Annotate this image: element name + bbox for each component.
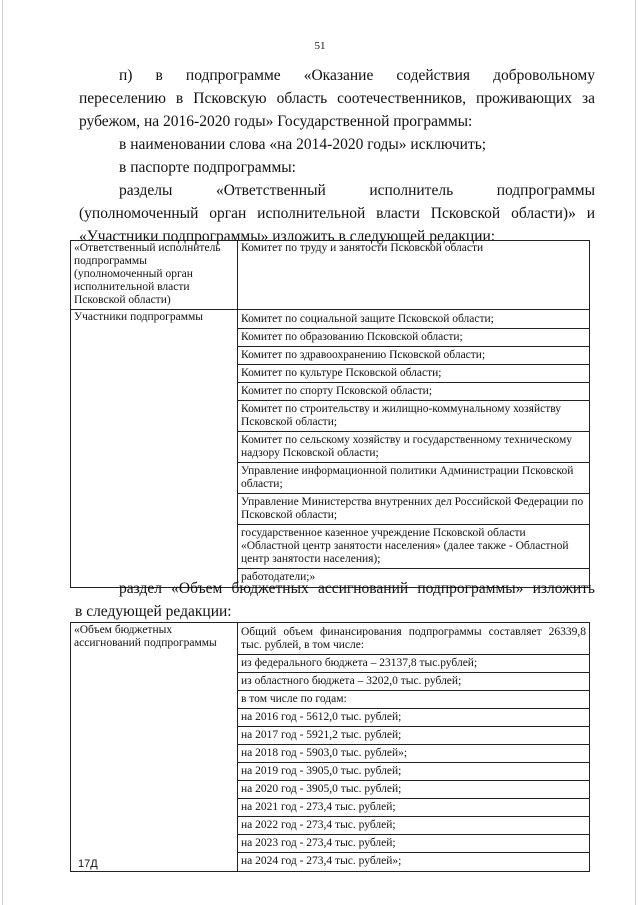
list-item: Комитет по образованию Псковской области; [238,329,589,347]
list-item: на 2018 год - 5903,0 тыс. рублей»; [238,745,589,763]
list-item: в том числе по годам: [238,691,589,709]
list-item: на 2020 год - 3905,0 тыс. рублей; [238,781,589,799]
participants-table [70,240,590,588]
sections-line-2: (уполномоченный орган исполнительной власти Псковской области)» и [79,205,595,222]
list-item: Комитет по спорту Псковской области; [238,383,589,401]
table-row [71,623,590,872]
intro-line-1: п) в подпрограмме «Оказание содействия добровольному [119,67,595,84]
sections-line-1: разделы «Ответственный исполнитель подпрограммы [119,182,595,199]
list-item: на 2022 год - 273,4 тыс. рублей; [238,817,589,835]
list-item: на 2019 год - 3905,0 тыс. рублей; [238,763,589,781]
list-item: на 2024 год - 273,4 тыс. рублей»; [241,855,402,867]
list-item: Комитет по сельскому хозяйству и государственному техническому надзору Псковской области; [238,432,589,463]
budget-table [70,622,590,872]
budget-list [238,623,590,872]
intro-line-3: рубежом, на 2016-2020 годы» Государственной программы: [79,113,473,130]
responsible-executor-label: «Ответственный исполнитель подпрограммы (уполномоченный орган исполнительной власти Псковской области) [71,241,238,310]
list-item: из федерального бюджета – 23137,8 тыс.рублей; [238,655,589,673]
sections-paragraph [79,179,595,248]
table-row [71,241,590,310]
list-item: из областного бюджета – 3202,0 тыс. рублей; [238,673,589,691]
participants-list [238,310,590,588]
budget-line-1: раздел «Объем бюджетных ассигнований подпрограммы» изложить [119,580,595,597]
passport-paragraph: в паспорте подпрограммы: [119,159,296,176]
naming-paragraph: в наименовании слова «на 2014-2020 годы» исключить; [119,136,487,153]
budget-paragraph [75,577,595,623]
list-item: на 2017 год - 5921,2 тыс. рублей; [238,727,589,745]
budget-label: «Объем бюджетных ассигнований подпрограммы [71,623,238,872]
table-row [71,310,590,588]
budget-line-2: в следующей редакции: [75,603,232,620]
list-item: государственное казенное учреждение Псковской области «Областной центр занятости населения» (далее также - Областной центр занятости населения); [238,525,589,569]
responsible-executor-value: Комитет по труду и занятости Псковской области [238,241,590,310]
list-item: Комитет по здравоохранению Псковской области; [238,347,589,365]
list-item: на 2021 год - 273,4 тыс. рублей; [238,799,589,817]
sections-line-3: «Участники подпрограммы» изложить в следующей редакции: [79,228,496,245]
list-item: работодатели;» [241,571,316,583]
list-item: Комитет по культуре Псковской области; [238,365,589,383]
footer-code: 17Д [78,858,98,870]
list-item: на 2023 год - 273,4 тыс. рублей; [238,835,589,853]
list-item: Комитет по строительству и жилищно-коммунальному хозяйству Псковской области; [238,401,589,432]
list-item: Общий объем финансирования подпрограммы составляет 26339,8 тыс. рублей, в том числе: [238,624,589,655]
list-item: на 2016 год - 5612,0 тыс. рублей; [238,709,589,727]
page-number: 51 [314,40,326,52]
intro-paragraph [79,64,595,133]
scan-edge-right [635,0,636,905]
participants-label: Участники подпрограммы [71,310,238,588]
list-item: Управление информационной политики Администрации Псковской области; [238,463,589,494]
list-item: Управление Министерства внутренних дел Российской Федерации по Псковской области; [238,494,589,525]
scan-edge-left [2,0,3,905]
list-item: Комитет по социальной защите Псковской области; [238,311,589,329]
intro-line-2: переселению в Псковскую область соотечественников, проживающих за [79,90,595,107]
